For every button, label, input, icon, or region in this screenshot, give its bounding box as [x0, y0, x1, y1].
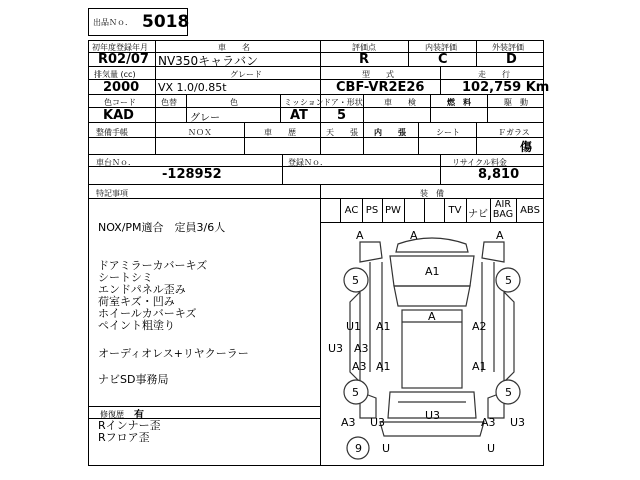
color-value: グレー	[190, 113, 220, 124]
damage-mark: A3	[352, 360, 367, 373]
header-exterior-grade: 外装評価	[492, 43, 524, 52]
header-transmission: ミッション	[284, 98, 324, 107]
header-mileage: 走 行	[478, 70, 510, 79]
equipment-abs: ABS	[520, 205, 540, 216]
header-chassis-number: 車台Ｎｏ．	[96, 158, 136, 167]
repair-item: Rインナー歪	[98, 419, 161, 432]
header-grade: グレード	[230, 70, 262, 79]
remarks-list	[98, 221, 316, 386]
header-doors: ドア・形状	[323, 98, 363, 107]
damage-mark: A1	[376, 320, 391, 333]
header-color-code: 色コード	[104, 98, 136, 107]
displacement-value: 2000	[103, 80, 140, 95]
header-car-history: 車 歴	[264, 128, 296, 137]
damage-mark: U1	[346, 320, 362, 333]
damage-mark: 5	[352, 386, 359, 399]
damage-mark: U3	[328, 342, 344, 355]
remark-line: NOX/PM適合 定員3/6人	[98, 221, 226, 234]
damage-mark: 5	[352, 274, 359, 287]
header-remarks: 特記事項	[96, 189, 128, 198]
header-equipment: 装 備	[420, 189, 444, 198]
damage-mark: A	[356, 229, 364, 242]
damage-mark: A	[496, 229, 504, 242]
header-drive: 駆 動	[504, 98, 528, 107]
repair-history-value: 有	[134, 410, 144, 421]
car-name-value: NV350キャラバン	[158, 54, 259, 68]
damage-mark: A3	[341, 416, 356, 429]
header-maintenance-book: 整備手帳	[96, 128, 128, 137]
header-front-glass: Ｆガラス	[498, 128, 530, 137]
lot-number: 5018	[142, 12, 190, 32]
damage-mark: A3	[354, 342, 369, 355]
header-displacement: 排気量 (cc)	[94, 70, 136, 79]
header-nox: ＮＯＸ	[188, 128, 212, 137]
first-registration-value: R02/07	[98, 52, 149, 67]
remark-line: ホイールカバーキズ	[98, 307, 197, 320]
damage-mark: A1	[472, 360, 487, 373]
header-registration-number: 登録Ｎｏ．	[288, 158, 328, 167]
damage-mark: U3	[425, 409, 441, 422]
header-color: 色	[230, 98, 238, 107]
damage-mark: A1	[425, 265, 440, 278]
damage-mark: 5	[505, 274, 512, 287]
equipment-ps: PS	[365, 205, 379, 216]
damage-mark: U3	[510, 416, 526, 429]
remark-line: 荷室キズ・凹み	[98, 295, 175, 308]
color-code-value: KAD	[103, 108, 134, 123]
exterior-grade-value: D	[506, 52, 517, 67]
damage-mark: 5	[505, 386, 512, 399]
damage-mark: U	[487, 442, 496, 455]
damage-mark: A1	[376, 360, 391, 373]
header-inspection: 車 検	[384, 98, 416, 107]
remark-line: ナビSD事務局	[98, 373, 169, 386]
header-recycle-fee: リサイクル料金	[452, 158, 507, 167]
damage-mark: U3	[370, 416, 386, 429]
damage-mark: A2	[472, 320, 487, 333]
score-value: R	[359, 52, 370, 67]
equipment-airbag: AIR BAG	[492, 199, 514, 220]
damage-mark: A	[428, 310, 436, 323]
header-fuel: 燃 料	[447, 98, 471, 107]
repair-item: Rフロア歪	[98, 431, 150, 444]
header-repair-history: 修復歴	[100, 410, 124, 419]
front-glass-value: 傷	[520, 140, 533, 154]
equipment-navi: ナビ	[468, 209, 488, 220]
remark-line: ドアミラーカバーキズ	[98, 259, 208, 272]
header-model-code: 型 式	[362, 70, 394, 79]
damage-mark: U	[382, 442, 391, 455]
damage-mark: A	[410, 229, 418, 242]
damage-mark: A3	[481, 416, 496, 429]
interior-grade-value: C	[438, 52, 448, 67]
mileage-value: 102,759 Km	[462, 80, 550, 95]
equipment-pw: PW	[385, 205, 401, 216]
doors-value: 5	[337, 108, 347, 123]
header-first-registration: 初年度登録年月	[92, 43, 148, 52]
damage-mark: 9	[355, 442, 362, 455]
transmission-value: AT	[290, 108, 308, 123]
header-seat: シート	[436, 128, 460, 137]
header-interior-grade: 内装評価	[425, 43, 457, 52]
recycle-fee-value: 8,810	[478, 167, 520, 182]
header-car-name: 車 名	[218, 43, 250, 52]
grade-value: VX 1.0/0.85t	[158, 81, 227, 94]
model-code-value: CBF-VR2E26	[336, 80, 425, 95]
remark-line: エンドパネル歪み	[98, 283, 186, 296]
header-score: 評価点	[352, 43, 376, 52]
header-headliner: 天 張	[326, 128, 358, 137]
header-inner-lining: 内 張	[374, 128, 406, 137]
header-color-change: 色替	[161, 98, 177, 107]
chassis-number-value: -128952	[162, 167, 222, 182]
equipment-ac: AC	[344, 205, 359, 216]
remark-line	[98, 234, 316, 252]
lot-label: 出品Ｎｏ．	[93, 18, 133, 27]
remark-line: シートシミ	[98, 271, 153, 284]
equipment-tv: TV	[448, 205, 462, 216]
remark-line: オーディオレス+リヤクーラー	[98, 347, 249, 360]
remark-line: ペイント粗塗り	[98, 319, 175, 332]
